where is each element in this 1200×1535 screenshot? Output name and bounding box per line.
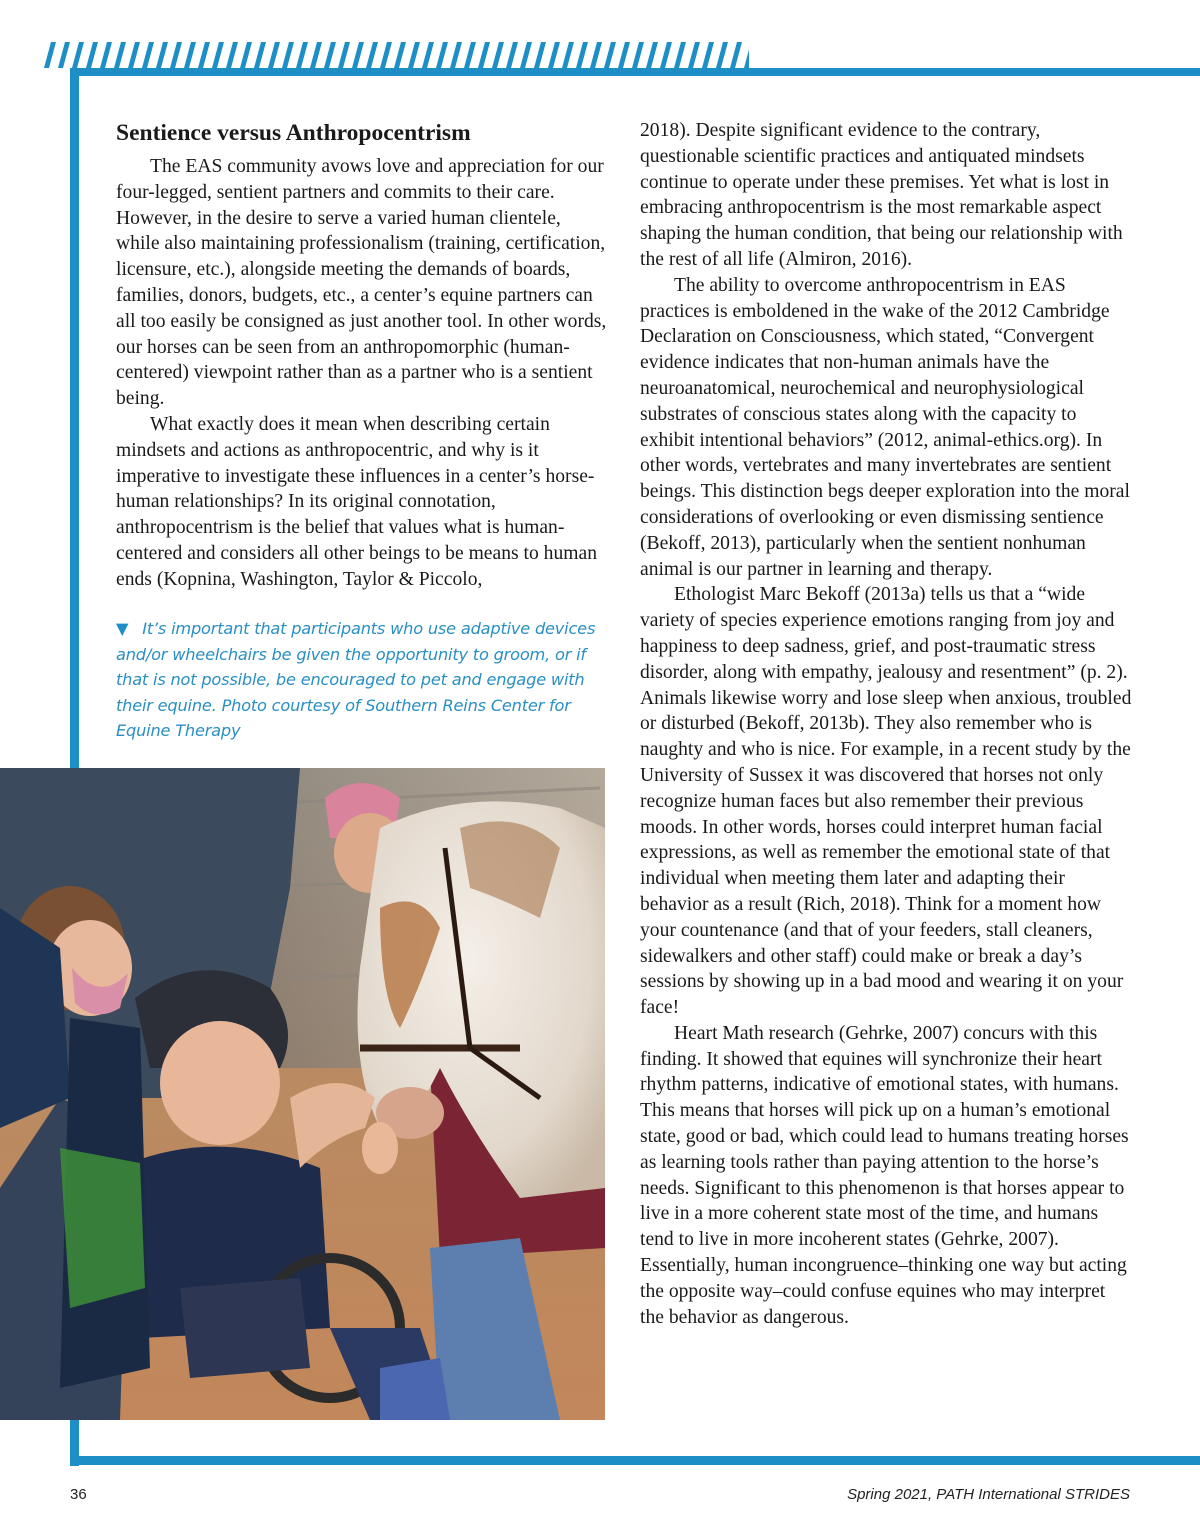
publication-footer: Spring 2021, PATH International STRIDES xyxy=(847,1486,1130,1503)
frame-top-border xyxy=(70,68,1200,76)
article-left-column xyxy=(116,118,608,593)
caption-text: It’s important that participants who use adaptive devices and/or wheelchairs be given the opportunity to groom, or if that is not possible, be encouraged to pet and engage with their equine. Photo courtesy of Southern Reins Center for Equine Therapy xyxy=(116,619,596,741)
hatched-stripe-decoration xyxy=(44,42,749,68)
body-paragraph: The ability to overcome anthropocentrism in EAS practices is emboldened in the wake of the 2012 Cambridge Declaration on Consciousness, which stated, “Convergent evidence indicates that non-human animals have the neuroanatomical, neurochemical and neurophysiological substrates of conscious states along with the capacity to exhibit intentional behaviors” (2012, animal-ethics.org). In other words, vertebrates and many invertebrates are sentient beings. This distinction begs deeper exploration into the moral considerations of overlooking or even dismissing sentience (Bekoff, 2013), particularly when the sentient nonhuman animal is our partner in learning and therapy. xyxy=(640,274,1130,580)
photo-child-petting-horse xyxy=(0,768,605,1420)
section-heading: Sentience versus Anthropocentrism xyxy=(116,120,471,146)
page-number: 36 xyxy=(70,1486,87,1503)
body-paragraph: Ethologist Marc Bekoff (2013a) tells us that a “wide variety of species experience emotions ranging from joy and happiness to deep sadness, grief, and post-traumatic stress disorder, along with empathy, jealousy and resentment” (p. 2). Animals likewise worry and lose sleep when anxious, troubled or disturbed (Bekoff, 2013b). They also remember who is naughty and who is nice. For example, in a recent study by the University of Sussex it was discovered that horses not only recognize human faces but also remember their previous moods. In other words, horses could interpret human facial expressions, as well as remember the emotional state of that individual when meeting them later and adapting their behavior as a result (Rich, 2018). Think for a moment how your countenance (and that of your feeders, stall cleaners, sidewalkers and other staff) could make or break a day’s sessions by showing up in a bad mood and wearing it on your face! xyxy=(640,584,1132,1019)
body-paragraph: 2018). Despite significant evidence to the contrary, questionable scientific practices and antiquated mindsets continue to operate under these premises. Yet what is lost in embracing anthropocentrism is the most remarkable aspect shaping the human condition, that being our relationship with the rest of all life (Almiron, 2016). xyxy=(640,120,1123,270)
body-paragraph: The EAS community avows love and appreciation for our four-legged, sentient partners and commits to their care. However, in the desire to serve a varied human clientele, while also maintaining professionalism (training, certification, licensure, etc.), alongside meeting the demands of boards, families, donors, budgets, etc., a center’s equine partners can all too easily be consigned as just another tool. In other words, our horses can be seen from an anthropomorphic (human-centered) viewpoint rather than as a partner who is a sentient being. xyxy=(116,156,607,410)
photo-caption xyxy=(116,616,596,744)
body-paragraph: Heart Math research (Gehrke, 2007) concurs with this finding. It showed that equines will synchronize their heart rhythm patterns, indicative of emotional states, with humans. This means that horses will pick up on a human’s emotional state, good or bad, which could lead to humans treating horses as learning tools rather than paying attention to the horse’s needs. Significant to this phenomenon is that horses appear to live in a more coherent state most of the time, and humans tend to live in more incoherent states (Gehrke, 2007). Essentially, human incongruence–thinking one way but acting the opposite way–could confuse equines who may interpret the behavior as dangerous. xyxy=(640,1022,1129,1328)
caption-arrow-icon: ▼ xyxy=(116,619,129,638)
frame-bottom-border xyxy=(70,1456,1200,1465)
frame-left-border xyxy=(70,68,79,768)
body-paragraph: What exactly does it mean when describing certain mindsets and actions as anthropocentric, and why is it imperative to investigate these influences in a center’s horse-human relationships? In its original connotation, anthropocentrism is the belief that values what is human-centered and considers all other beings to be means to human ends (Kopnina, Washington, Taylor & Piccolo, xyxy=(116,413,597,590)
article-right-column xyxy=(640,118,1132,1330)
